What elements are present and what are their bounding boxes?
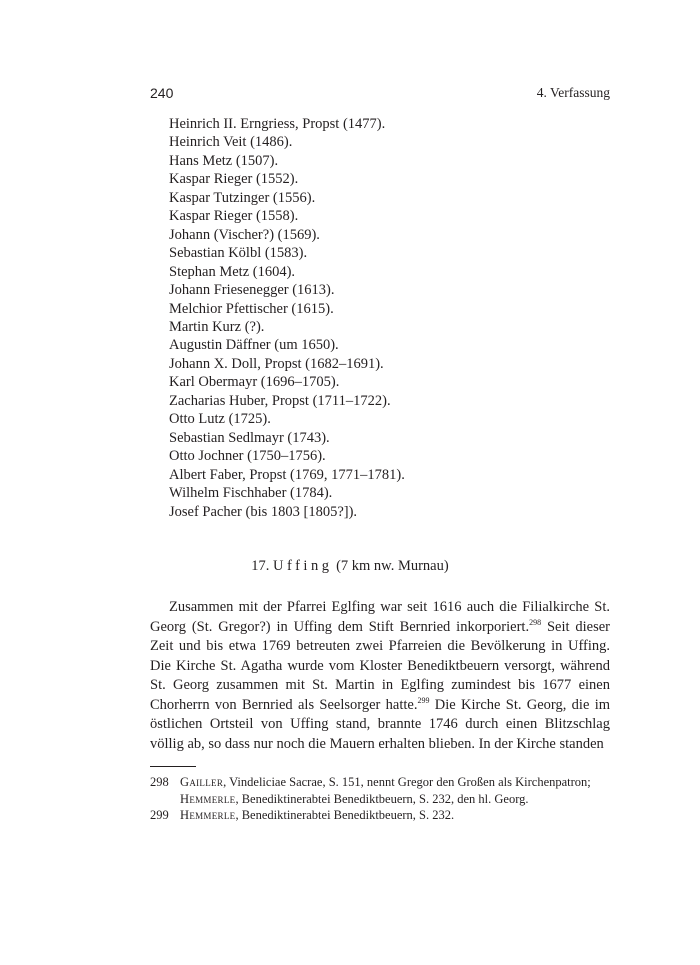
footnote-author: Hemmerle [180,808,236,822]
list-item: Otto Lutz (1725). [169,411,271,428]
footnote-author: Gailler [180,775,224,789]
paragraph-text: Seit dieser Zeit und bis etwa 1769 betreuten zwei Pfarreien die Bevölkerung in Uffing. Die Kirche St. Agatha wurde vom Kloster Benediktbeuern versorgt, während St. Georg zusammen mit St. Martin in Eglfing zumindest bis 1677 einen Chorherrn von Bernried als Seelsorger hatte. [150,618,611,713]
footnote-number: 299 [150,808,169,822]
footnote [150,807,610,824]
section-heading [0,558,700,575]
footnote-reference: 298 [529,617,542,627]
footnote-text: , Benediktinerabtei Benediktbeuern, S. 232. [235,808,455,822]
list-item: Josef Pacher (bis 1803 [1805?]). [169,503,358,520]
list-item: Sebastian Kölbl (1583). [169,245,308,262]
footnote-reference: 299 [417,695,430,705]
list-item: Stephan Metz (1604). [169,263,296,280]
page-header [150,85,610,105]
footnote-separator [150,766,196,767]
list-item: Johann X. Doll, Propst (1682–1691). [169,355,384,372]
paragraph-text: Die Kirche St. Georg, die im östlichen Ortsteil von Uffing stand, brannte 1746 durch einen Blitzschlag völlig ab, so dass nur noch die Mauern erhalten blieben. In der Kirche standen [150,696,611,752]
list-item: Kaspar Rieger (1558). [169,208,299,225]
footnote [150,774,610,807]
running-head: 4. Verfassung [536,85,610,100]
list-item: Karl Obermayr (1696–1705). [169,374,340,391]
paragraph-text: Zusammen mit der Pfarrei Eglfing war seit 1616 auch die Filialkirche St. Georg (St. Gregor?) in Uffing dem Stift Bernried inkorporiert. [150,599,610,635]
list-item: Zacharias Huber, Propst (1711–1722). [169,392,391,409]
footnote-author: Hemmerle [180,791,236,806]
list-item: Hans Metz (1507). [169,152,279,169]
list-item: Otto Jochner (1750–1756). [169,448,326,465]
page-number: 240 [150,85,174,101]
list-item: Augustin Däffner (um 1650). [169,337,339,354]
provost-list [169,115,405,521]
section-number: 17. [251,558,270,574]
section-note: (7 km nw. Murnau) [336,558,449,574]
section-place: Uffing [273,558,333,574]
list-item: Martin Kurz (?). [169,318,265,335]
footnotes [150,774,610,824]
list-item: Albert Faber, Propst (1769, 1771–1781). [169,466,405,483]
list-item: Johann Friesenegger (1613). [169,282,335,299]
footnote-text: , Benediktinerabtei Benediktbeuern, S. 232, den hl. Georg. [235,791,529,806]
list-item: Sebastian Sedlmayr (1743). [169,429,330,446]
list-item: Melchior Pfettischer (1615). [169,300,334,317]
list-item: Kaspar Tutzinger (1556). [169,189,316,206]
list-item: Kaspar Rieger (1552). [169,171,299,188]
list-item: Johann (Vischer?) (1569). [169,226,320,243]
list-item: Wilhelm Fischhaber (1784). [169,485,333,502]
footnote-number: 298 [150,775,169,789]
list-item: Heinrich Veit (1486). [169,134,293,151]
footnote-text: , Vindeliciae Sacrae, S. 151, nennt Gregor den Großen als Kirchenpatron; [223,775,591,789]
list-item: Heinrich II. Erngriess, Propst (1477). [169,116,386,132]
body-paragraph [150,598,610,754]
